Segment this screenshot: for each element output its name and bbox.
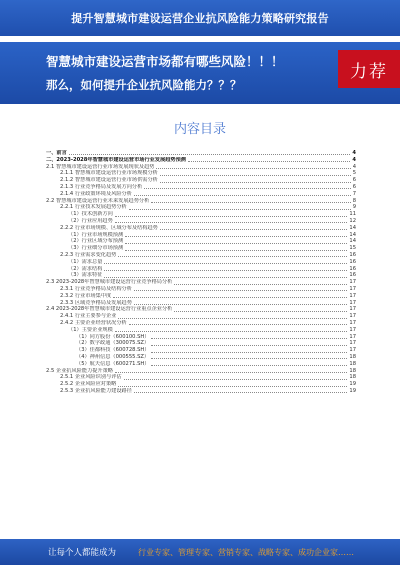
- toc-entry[interactable]: [46, 170, 356, 177]
- toc-entry-page: 17: [349, 313, 356, 320]
- toc-entry[interactable]: [46, 245, 356, 252]
- toc-leader-dots: [156, 168, 350, 169]
- toc-entry-page: 17: [349, 285, 356, 292]
- toc-entry-page: 17: [349, 333, 356, 340]
- toc-leader-dots: [118, 318, 347, 319]
- toc-entry-label: 2.5.2 企业风险应对策略: [60, 381, 117, 388]
- toc-entry-label: 2.3.2 行业市场集中度: [60, 292, 112, 299]
- toc-entry-label: 2.1 智慧城市建设运营行业市场发展现状及趋势: [46, 163, 155, 170]
- toc-entry-page: 19: [349, 381, 356, 388]
- toc-entry-label: （2）行业应用趋势: [68, 217, 113, 224]
- toc-leader-dots: [115, 222, 348, 223]
- toc-entry-label: 2.2.2 行业市场规模、区域分布及结构趋势: [60, 224, 158, 231]
- toc-entry-label: （4）神州信息（000555.SZ）: [76, 353, 150, 360]
- toc-leader-dots: [125, 250, 347, 251]
- toc-entry-label: 二、2023-2028年智慧城市建设运营市场行业发展趋势预测: [46, 156, 186, 163]
- toc-entry[interactable]: [46, 388, 356, 395]
- toc-entry-page: 5: [352, 170, 356, 177]
- toc-leader-dots: [160, 175, 351, 176]
- toc-entry[interactable]: [46, 164, 356, 171]
- toc-leader-dots: [160, 229, 348, 230]
- toc-entry-page: 14: [349, 238, 356, 245]
- toc-entry-page: 18: [349, 367, 356, 374]
- toc-leader-dots: [134, 304, 347, 305]
- toc-heading: 内容目录: [173, 122, 226, 137]
- toc-entry[interactable]: [46, 340, 356, 347]
- toc-leader-dots: [188, 161, 350, 162]
- toc-entry[interactable]: [46, 252, 356, 259]
- footer-slogan: 让每个人都能成为: [48, 548, 117, 558]
- headline-question: 智慧城市建设运营市场都有哪些风险！！！: [46, 54, 284, 69]
- toc-leader-dots: [160, 182, 351, 183]
- toc-leader-dots: [115, 331, 348, 332]
- toc-entry[interactable]: [46, 238, 356, 245]
- toc-entry[interactable]: [46, 300, 356, 307]
- toc-entry[interactable]: [46, 272, 356, 279]
- toc-entry-label: 2.3.3 区域竞争格局及发展趋势: [60, 299, 132, 306]
- toc-entry-label: 2.2.3 行业需求变化趋势: [60, 251, 117, 258]
- toc-entry-page: 17: [349, 340, 356, 347]
- toc-entry-page: 7: [352, 190, 356, 197]
- toc-leader-dots: [125, 236, 347, 237]
- toc-entry-page: 19: [349, 387, 356, 394]
- toc-entry-label: 2.1.1 智慧城市建设运营行业市场规模分析: [60, 170, 158, 177]
- toc-entry-label: （1）需求总量: [68, 258, 103, 265]
- toc-leader-dots: [174, 311, 347, 312]
- toc-leader-dots: [129, 324, 348, 325]
- toc-entry-page: 6: [352, 177, 356, 184]
- toc-entry-page: 17: [349, 292, 356, 299]
- toc-entry-label: （1）主要企业规模: [68, 326, 113, 333]
- toc-entry-label: （3）需求特征: [68, 272, 103, 279]
- toc-entry-label: （2）数字政通（300075.SZ）: [76, 340, 150, 347]
- toc-entry-label: 2.2.1 行业技术发展趋势分析: [60, 204, 127, 211]
- toc-entry-page: 15: [349, 245, 356, 252]
- toc-entry-page: 16: [349, 258, 356, 265]
- toc-leader-dots: [174, 284, 347, 285]
- table-of-contents: [46, 150, 356, 528]
- toc-entry-label: 2.3 2023-2028年智慧城市建设运营行业竞争格局分析: [46, 279, 173, 286]
- toc-leader-dots: [104, 270, 347, 271]
- toc-leader-dots: [151, 365, 347, 366]
- toc-entry[interactable]: [46, 368, 356, 375]
- toc-leader-dots: [134, 392, 347, 393]
- toc-entry-page: 17: [349, 319, 356, 326]
- toc-entry-label: 2.1.4 行业政策环境及风险分析: [60, 190, 132, 197]
- toc-entry[interactable]: [46, 177, 356, 184]
- toc-entry-page: 17: [349, 306, 356, 313]
- toc-entry[interactable]: [46, 286, 356, 293]
- toc-entry[interactable]: [46, 354, 356, 361]
- toc-entry-page: 4: [352, 150, 356, 156]
- toc-entry-page: 4: [352, 163, 356, 170]
- toc-entry-label: 2.1.3 行业竞争格局及发展方向分析: [60, 183, 143, 190]
- toc-entry-label: 2.5 企业抗风险能力提升策略: [46, 367, 113, 374]
- toc-leader-dots: [151, 345, 347, 346]
- toc-entry-label: （1）行业市场规模预测: [68, 231, 124, 238]
- toc-entry-label: （2）行业区域分布预测: [68, 238, 124, 245]
- report-title-bar: [0, 0, 400, 36]
- toc-entry-label: 2.4.1 行业主要参与企业: [60, 313, 117, 320]
- toc-entry[interactable]: [46, 259, 356, 266]
- toc-leader-dots: [129, 209, 351, 210]
- toc-entry[interactable]: [46, 184, 356, 191]
- toc-entry-page: 17: [349, 347, 356, 354]
- toc-entry[interactable]: [46, 374, 356, 381]
- toc-entry[interactable]: [46, 225, 356, 232]
- toc-entry-label: （5）航天信息（600271.SH）: [76, 360, 150, 367]
- toc-entry[interactable]: [46, 204, 356, 211]
- toc-leader-dots: [113, 297, 347, 298]
- toc-entry-label: 2.4 2023-2028年智慧城市建设运营行业重点企业分析: [46, 306, 173, 313]
- toc-entry-label: （3）佳都科技（600728.SH）: [76, 347, 150, 354]
- toc-entry-label: 2.4.2 主要企业经营状况分析: [60, 319, 127, 326]
- toc-entry-page: 11: [349, 211, 356, 218]
- toc-leader-dots: [151, 202, 350, 203]
- toc-entry-page: 6: [352, 183, 356, 190]
- toc-entry-page: 12: [349, 217, 356, 224]
- footer-roles: 行业专家、管理专家、营销专家、战略专家、成功企业家……: [138, 547, 355, 557]
- toc-entry-page: 14: [349, 231, 356, 238]
- toc-leader-dots: [151, 338, 347, 339]
- toc-entry[interactable]: [46, 293, 356, 300]
- toc-entry-label: （2）需求结构: [68, 265, 103, 272]
- toc-entry[interactable]: [46, 347, 356, 354]
- toc-entry[interactable]: [46, 327, 356, 334]
- toc-entry-page: 16: [349, 272, 356, 279]
- toc-entry-label: （3）行业细分市场预测: [68, 245, 124, 252]
- toc-entry-label: 2.1.2 智慧城市建设运营行业市场供需分析: [60, 177, 158, 184]
- toc-entry[interactable]: [46, 218, 356, 225]
- footer-bar: [0, 539, 400, 565]
- toc-entry-label: 2.5.3 企业抗风险能力建设路径: [60, 387, 132, 394]
- toc-leader-dots: [151, 352, 347, 353]
- toc-leader-dots: [118, 386, 347, 387]
- toc-leader-dots: [104, 277, 347, 278]
- toc-leader-dots: [115, 216, 348, 217]
- toc-leader-dots: [134, 290, 347, 291]
- headline-subquestion: 那么，如何提升企业抗风险能力？？？: [46, 78, 242, 92]
- toc-leader-dots: [124, 379, 348, 380]
- toc-entry-page: 17: [349, 326, 356, 333]
- toc-entry-label: 一、前言: [46, 150, 67, 156]
- toc-entry-page: 16: [349, 265, 356, 272]
- toc-entry[interactable]: [46, 157, 356, 164]
- toc-entry[interactable]: [46, 150, 356, 157]
- toc-entry-label: 2.5.1 企业风险识别与评估: [60, 374, 122, 381]
- toc-entry-page: 8: [352, 197, 356, 204]
- toc-entry[interactable]: [46, 211, 356, 218]
- toc-entry-label: （1）同方股份（600100.SH）: [76, 333, 150, 340]
- toc-leader-dots: [118, 256, 347, 257]
- toc-leader-dots: [104, 263, 347, 264]
- toc-leader-dots: [151, 358, 347, 359]
- toc-leader-dots: [125, 243, 347, 244]
- toc-entry-label: 2.3.1 行业竞争格局及结构分析: [60, 285, 132, 292]
- toc-entry[interactable]: [46, 320, 356, 327]
- report-title: 提升智慧城市建设运营企业抗风险能力策略研究报告: [71, 12, 329, 25]
- toc-entry[interactable]: [46, 381, 356, 388]
- toc-entry[interactable]: [46, 266, 356, 273]
- toc-entry-page: 17: [349, 299, 356, 306]
- toc-leader-dots: [134, 195, 351, 196]
- toc-entry[interactable]: [46, 334, 356, 341]
- toc-leader-dots: [115, 372, 347, 373]
- toc-leader-dots: [69, 154, 351, 155]
- toc-leader-dots: [144, 188, 350, 189]
- toc-entry[interactable]: [46, 279, 356, 286]
- toc-entry-page: 17: [349, 279, 356, 286]
- toc-entry[interactable]: [46, 191, 356, 198]
- recommend-badge: 力荐: [338, 50, 400, 88]
- toc-entry-label: （1）技术创新方向: [68, 211, 113, 218]
- toc-entry[interactable]: [46, 306, 356, 313]
- toc-entry-label: 2.2 智慧城市建设运营行业未来发展趋势分析: [46, 197, 150, 204]
- toc-entry-page: 16: [349, 251, 356, 258]
- toc-entry[interactable]: [46, 232, 356, 239]
- toc-entry[interactable]: [46, 198, 356, 205]
- toc-entry-page: 9: [352, 204, 356, 211]
- toc-entry[interactable]: [46, 313, 356, 320]
- toc-entry-page: 4: [352, 156, 356, 163]
- toc-entry-page: 18: [349, 353, 356, 360]
- toc-entry[interactable]: [46, 361, 356, 368]
- toc-entry-page: 18: [349, 360, 356, 367]
- toc-entry-page: 18: [349, 374, 356, 381]
- toc-entry-page: 14: [349, 224, 356, 231]
